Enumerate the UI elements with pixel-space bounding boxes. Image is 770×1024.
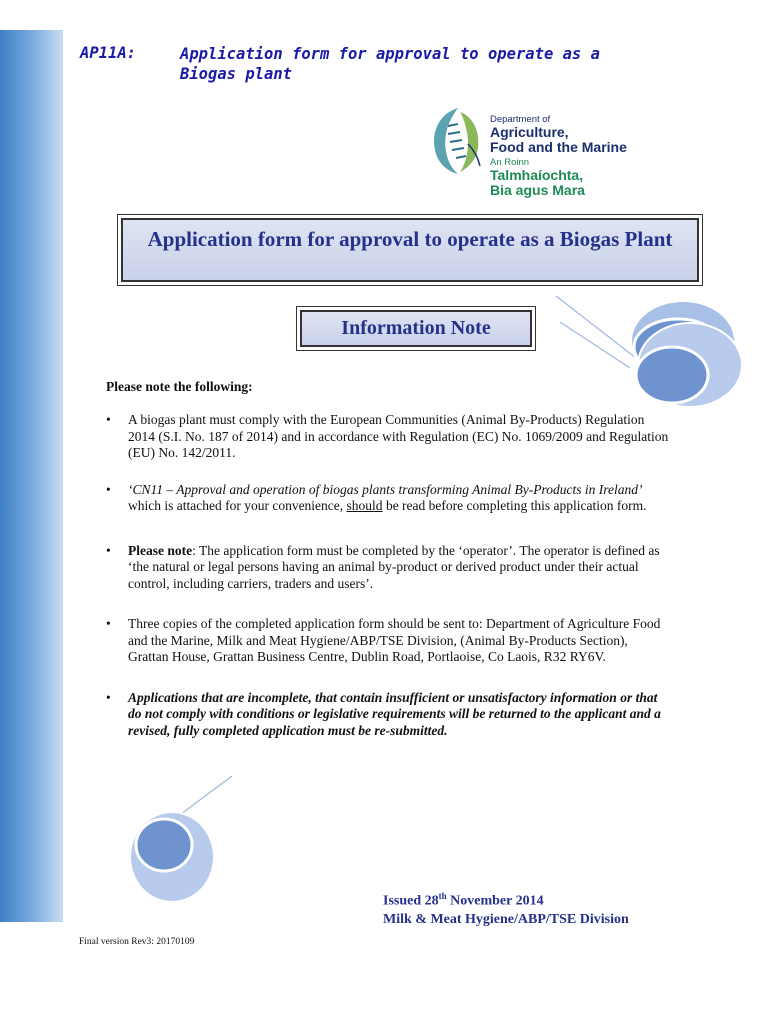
deco-circle bbox=[636, 347, 708, 403]
bullet-text-underline: should bbox=[346, 498, 383, 513]
issued-date bbox=[383, 887, 629, 911]
logo-line: Department of bbox=[490, 114, 551, 125]
note-heading: Please note the following: bbox=[106, 379, 253, 394]
bullet-text-bold: Please note bbox=[128, 542, 193, 558]
bullet-icon: • bbox=[106, 412, 111, 427]
issued-prefix: Issued 28 bbox=[383, 893, 439, 909]
bullet-text: A biogas plant must comply with the European Communities (Animal By-Products) Regulation 2014 (S.I. No. 187 of 2014) and in accordance with Regulation (EC) No. 1069/2009 and Regulation (EU) No. 142/2011. bbox=[128, 412, 669, 460]
issued-sup: th bbox=[438, 891, 447, 901]
issued-division: Milk & Meat Hygiene/ABP/TSE Division bbox=[383, 911, 629, 927]
main-title-box bbox=[117, 214, 703, 286]
bullet-icon: • bbox=[106, 542, 111, 558]
bullet-icon: • bbox=[106, 481, 111, 497]
bullet-icon: • bbox=[106, 689, 111, 705]
logo-line: Agriculture, bbox=[490, 124, 569, 140]
bullet-text: Applications that are incomplete, that contain insufficient or unsatisfactory information or that do not comply with conditions or legislative requirements will be returned to the applicant and a revised, fully completed application must be re-submitted. bbox=[128, 689, 661, 738]
deco-circle bbox=[136, 819, 192, 871]
wheat-emblem-icon bbox=[428, 104, 488, 176]
bullet-text: be read before completing this application form. bbox=[382, 498, 647, 513]
department-logo bbox=[428, 104, 668, 199]
header-title: Application form for approval to operate as a Biogas plant bbox=[180, 45, 600, 83]
bullet-text: Three copies of the completed application form should be sent to: Department of Agriculture Food and the Marine, Milk and Meat Hygiene/ABP/TSE Division, (Animal By-Products Section), Grattan House, Grattan Business Centre, Dublin Road, Portlaoise, Co Laois, R32 RY6V. bbox=[128, 616, 661, 664]
form-code: AP11A: bbox=[80, 44, 136, 62]
issued-block bbox=[383, 887, 629, 929]
bullet-text: which is attached for your convenience, bbox=[128, 498, 347, 513]
list-item bbox=[106, 690, 671, 740]
list-item bbox=[106, 543, 671, 593]
information-note-title: Information Note bbox=[300, 310, 532, 347]
issued-suffix: November 2014 bbox=[446, 893, 544, 909]
list-item bbox=[106, 616, 671, 666]
list-item bbox=[106, 412, 671, 462]
list-item bbox=[106, 482, 671, 515]
information-note-box bbox=[296, 306, 536, 351]
bullet-icon: • bbox=[106, 616, 111, 631]
footer-version: Final version Rev3: 20170109 bbox=[79, 937, 195, 947]
main-title: Application form for approval to operate as a Biogas Plant bbox=[121, 218, 699, 282]
bullet-text-italic: ‘CN11 – Approval and operation of biogas plants transforming Animal By-Products in Ireland’ bbox=[128, 481, 643, 497]
bullet-list bbox=[106, 412, 671, 759]
bullet-text: : The application form must be completed by the ‘operator’. The operator is defined as ‘the natural or legal persons having an animal by-product or derived product under their actual control, including carriers, traders and users’. bbox=[128, 542, 660, 591]
logo-line: Bia agus Mara bbox=[490, 182, 585, 198]
logo-line: An Roinn bbox=[490, 157, 530, 168]
logo-line: Talmhaíochta, bbox=[490, 167, 584, 183]
logo-line: Food and the Marine bbox=[490, 139, 627, 155]
